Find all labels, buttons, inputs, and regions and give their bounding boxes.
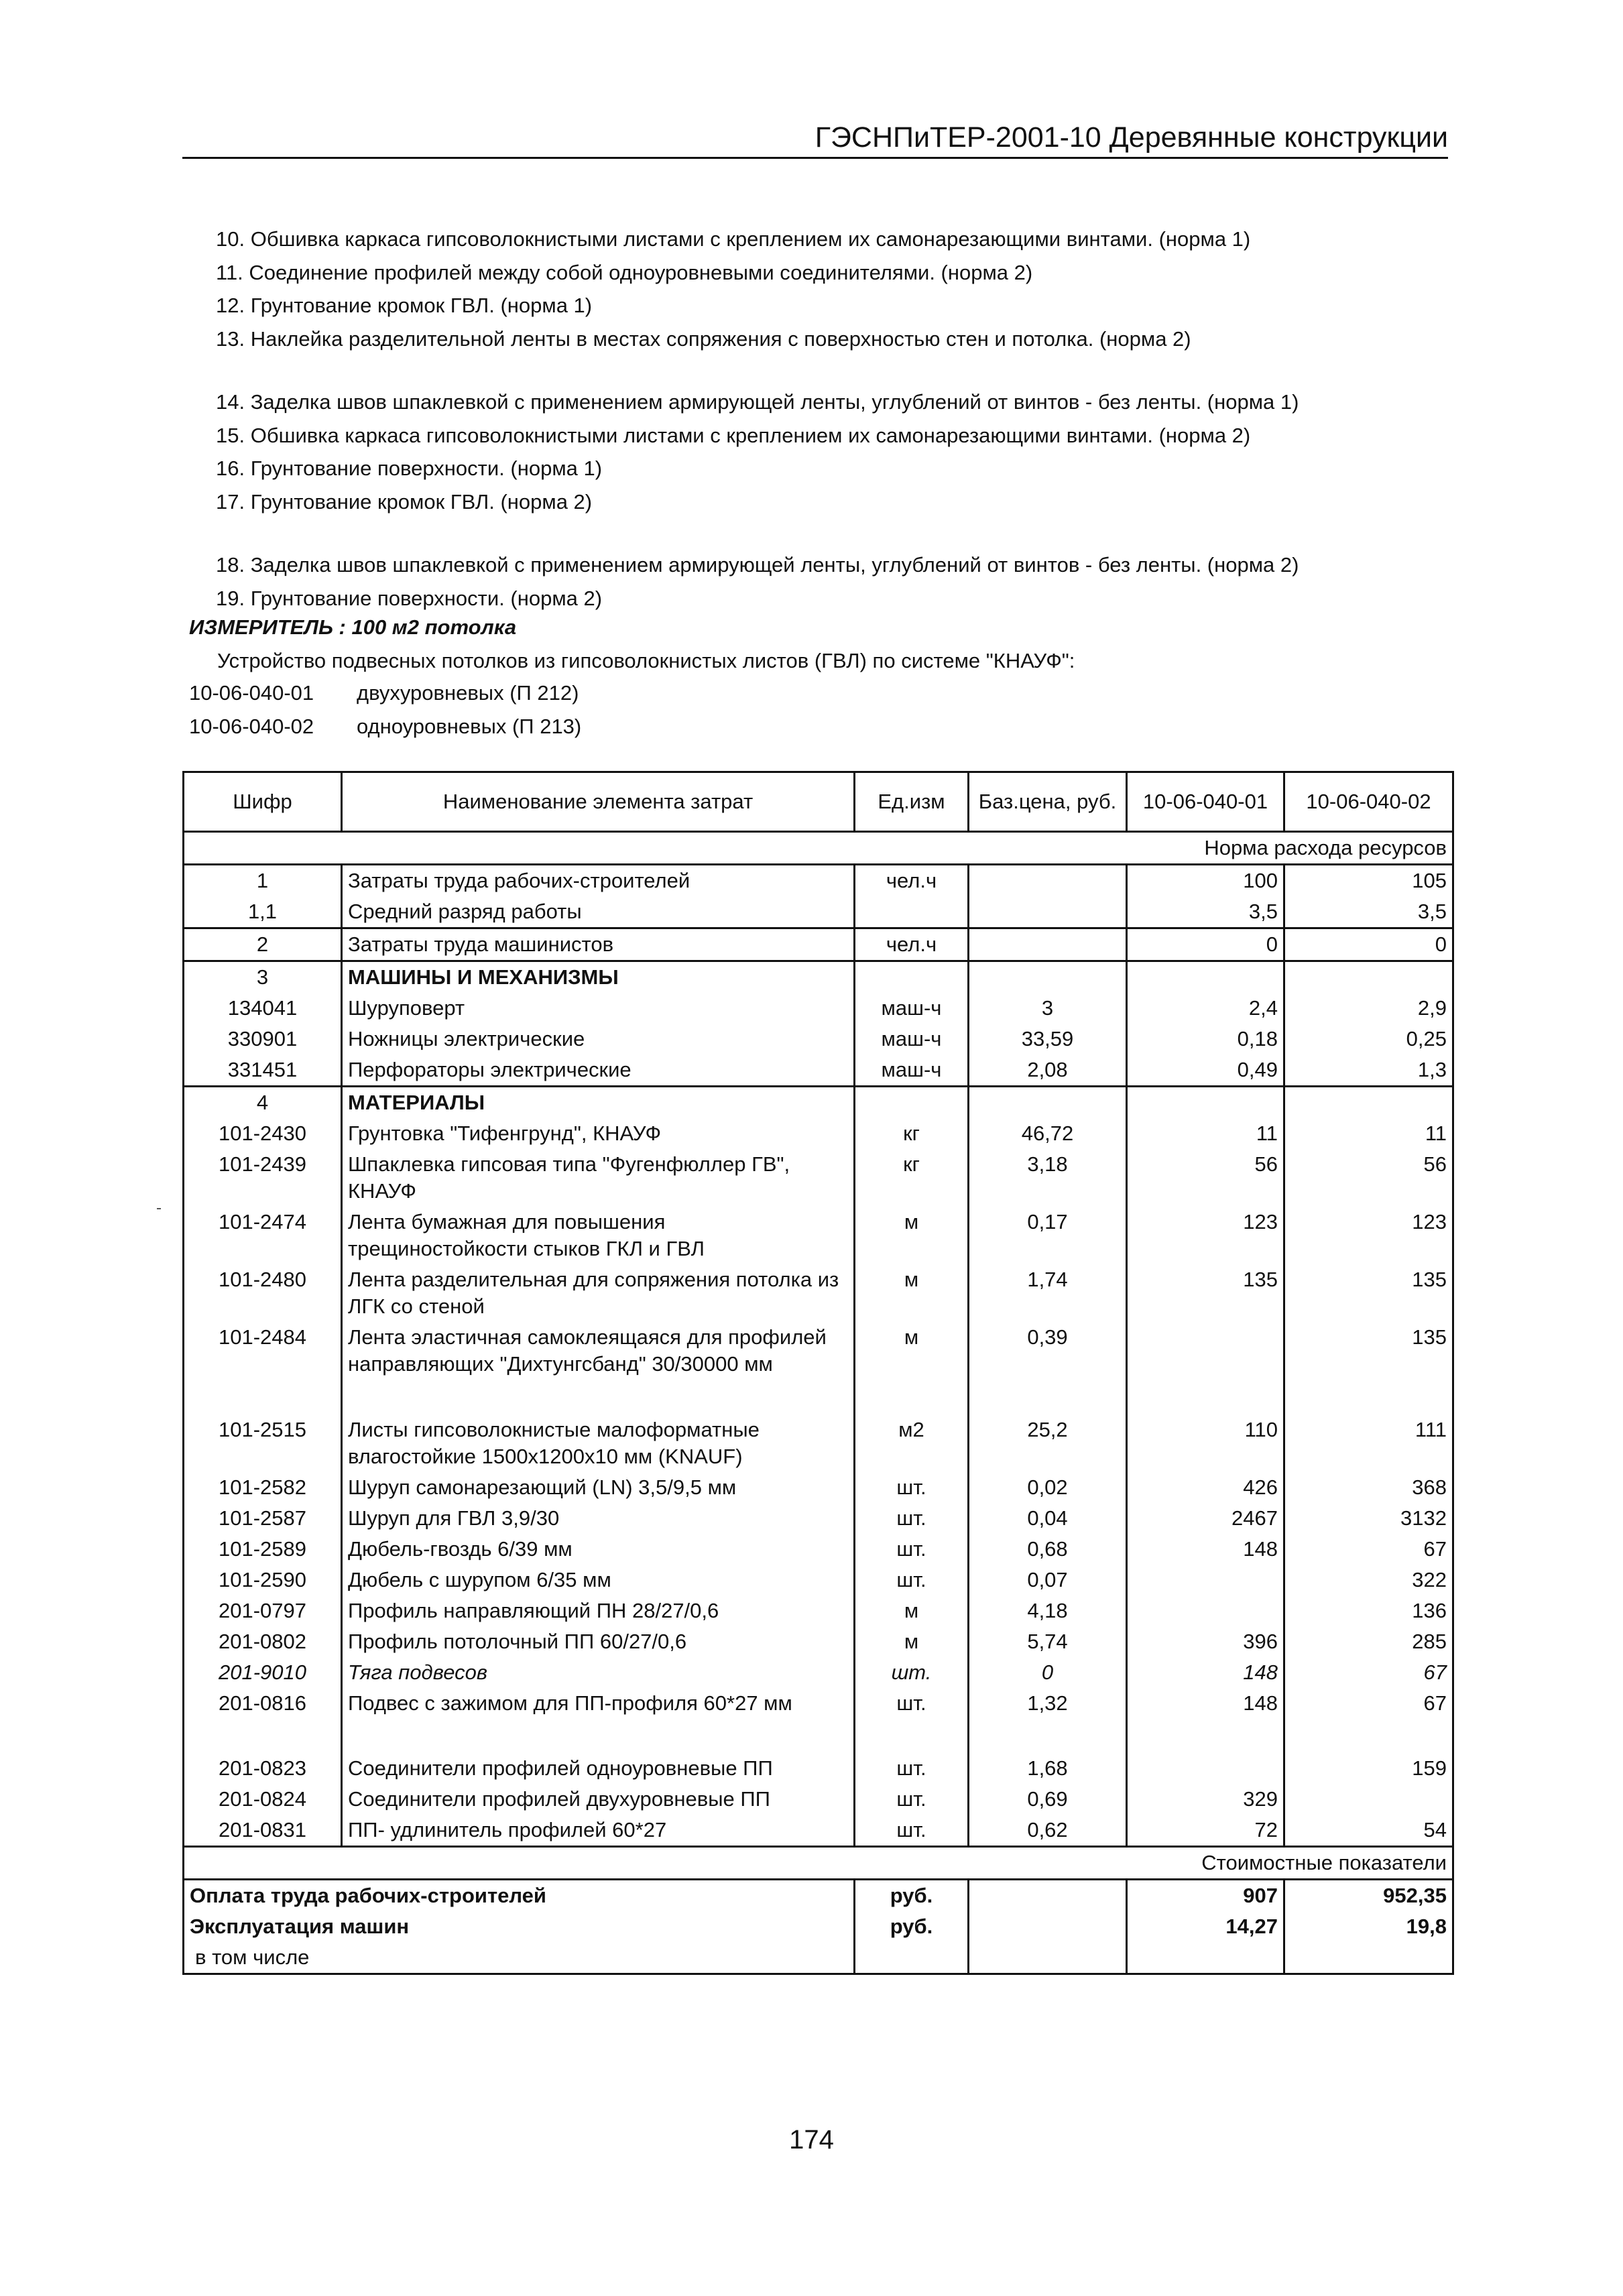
section-row xyxy=(184,1087,1453,1119)
cell-name: Лента эластичная самоклеящаяся для профилей направляющих "Дихтунгсбанд" 30/30000 мм xyxy=(342,1322,855,1414)
cell-price xyxy=(969,1911,1127,1942)
cell-unit: м2 xyxy=(855,1414,969,1472)
cell-code: 201-0797 xyxy=(184,1595,342,1626)
norm-label: Норма расхода ресурсов xyxy=(184,832,1453,865)
cell-name: Перфораторы электрические xyxy=(342,1054,855,1087)
cell-code: 101-2590 xyxy=(184,1565,342,1595)
cell-code: 101-2587 xyxy=(184,1503,342,1534)
cell-value-1: 56 xyxy=(1127,1149,1284,1207)
cell-code: 101-2480 xyxy=(184,1264,342,1322)
cell-unit: шт. xyxy=(855,1472,969,1503)
cell-price: 0,17 xyxy=(969,1207,1127,1264)
cell-value-1: 14,27 xyxy=(1127,1911,1284,1942)
work-step: 18. Заделка швов шпаклевкой с применением армирующей ленты, углублений от винтов - без ленты. (норма 2) xyxy=(216,553,1299,577)
cell-price xyxy=(969,928,1127,961)
cell-name: Дюбель с шурупом 6/35 мм xyxy=(342,1565,855,1595)
total-row xyxy=(184,1911,1453,1942)
cell-name: Грунтовка "Тифенгрунд", КНАУФ xyxy=(342,1118,855,1149)
table-row xyxy=(184,928,1453,961)
table-intro: Устройство подвесных потолков из гипсоволокнистых листов (ГВЛ) по системе "КНАУФ": xyxy=(217,649,1075,672)
cell-price: 46,72 xyxy=(969,1118,1127,1149)
running-header: ГЭСНПиТЕР-2001-10 Деревянные конструкции xyxy=(182,119,1448,159)
cell-price: 1,32 xyxy=(969,1688,1127,1753)
cell-value-2: 111 xyxy=(1284,1414,1453,1472)
cell-code: 201-9010 xyxy=(184,1657,342,1688)
cell-price: 25,2 xyxy=(969,1414,1127,1472)
cell-name: Затраты труда машинистов xyxy=(342,928,855,961)
cell-price: 2,08 xyxy=(969,1054,1127,1087)
work-step: 15. Обшивка каркаса гипсоволокнистыми листами с креплением их самонарезающими винтами. (норма 2) xyxy=(216,423,1251,447)
cell-value-2: 2,9 xyxy=(1284,993,1453,1024)
table-row xyxy=(184,1472,1453,1503)
cell-value-2: 3132 xyxy=(1284,1503,1453,1534)
cell-value-1: 135 xyxy=(1127,1264,1284,1322)
cost-label-row xyxy=(184,1847,1453,1880)
cell-name: Соединители профилей одноуровневые ПП xyxy=(342,1753,855,1784)
table-row xyxy=(184,1024,1453,1054)
cell-value-2: 368 xyxy=(1284,1472,1453,1503)
total-label: Оплата труда рабочих-строителей xyxy=(184,1880,855,1912)
work-step: 10. Обшивка каркаса гипсоволокнистыми листами с креплением их самонарезающими винтами. (норма 1) xyxy=(216,227,1251,251)
cell-value-2: 0,25 xyxy=(1284,1024,1453,1054)
table-row xyxy=(184,1503,1453,1534)
table-row xyxy=(184,1264,1453,1322)
cell-unit: шт. xyxy=(855,1657,969,1688)
cell-value-2: 54 xyxy=(1284,1815,1453,1847)
cell-value-2: 105 xyxy=(1284,865,1453,897)
cell-code: 330901 xyxy=(184,1024,342,1054)
cell-unit xyxy=(855,1942,969,1974)
resource-table xyxy=(182,771,1454,1975)
cell-value-2: 285 xyxy=(1284,1626,1453,1657)
cell-value-2 xyxy=(1284,1784,1453,1815)
work-step: 14. Заделка швов шпаклевкой с применением армирующей ленты, углублений от винтов - без ленты. (норма 1) xyxy=(216,390,1299,414)
cell-value-1: 110 xyxy=(1127,1414,1284,1472)
cell-name: Лента бумажная для повышения трещиностойкости стыков ГКЛ и ГВЛ xyxy=(342,1207,855,1264)
column-header: Баз.цена, руб. xyxy=(969,772,1127,832)
total-row xyxy=(184,1942,1453,1974)
cell-unit: маш-ч xyxy=(855,1054,969,1087)
cell-code: 134041 xyxy=(184,993,342,1024)
table-row xyxy=(184,1753,1453,1784)
column-header: Наименование элемента затрат xyxy=(342,772,855,832)
cell-price: 1,74 xyxy=(969,1264,1127,1322)
cell-unit xyxy=(855,1087,969,1119)
cell-value-2: 56 xyxy=(1284,1149,1453,1207)
cell-code: 3 xyxy=(184,961,342,993)
cell-price xyxy=(969,1880,1127,1912)
column-header: 10-06-040-01 xyxy=(1127,772,1284,832)
cell-name: Шуруп самонарезающий (LN) 3,5/9,5 мм xyxy=(342,1472,855,1503)
cell-unit: маш-ч xyxy=(855,1024,969,1054)
cell-code: 201-0831 xyxy=(184,1815,342,1847)
cell-value-1: 0,18 xyxy=(1127,1024,1284,1054)
cell-name: ПП- удлинитель профилей 60*27 xyxy=(342,1815,855,1847)
cell-price: 4,18 xyxy=(969,1595,1127,1626)
cell-value-2: 67 xyxy=(1284,1534,1453,1565)
cell-value-2: 3,5 xyxy=(1284,896,1453,928)
code-line xyxy=(189,677,579,709)
cell-unit: шт. xyxy=(855,1534,969,1565)
meter-unit: ИЗМЕРИТЕЛЬ : 100 м2 потолка xyxy=(189,615,517,639)
cell-unit: шт. xyxy=(855,1565,969,1595)
cell-price: 33,59 xyxy=(969,1024,1127,1054)
cell-value-1 xyxy=(1127,1322,1284,1414)
table-row xyxy=(184,1054,1453,1087)
cell-value-1: 2467 xyxy=(1127,1503,1284,1534)
cell-price: 0 xyxy=(969,1657,1127,1688)
table-row xyxy=(184,993,1453,1024)
cell-value-1: 2,4 xyxy=(1127,993,1284,1024)
cell-price: 1,68 xyxy=(969,1753,1127,1784)
cell-value-2: 952,35 xyxy=(1284,1880,1453,1912)
work-step: 11. Соединение профилей между собой одноуровневыми соединителями. (норма 2) xyxy=(216,260,1033,284)
cell-unit: руб. xyxy=(855,1911,969,1942)
cell-code: 331451 xyxy=(184,1054,342,1087)
cell-name: Шуруповерт xyxy=(342,993,855,1024)
cell-code: 201-0823 xyxy=(184,1753,342,1784)
cell-value-2: 322 xyxy=(1284,1565,1453,1595)
cell-value-2: 67 xyxy=(1284,1657,1453,1688)
table-row xyxy=(184,1688,1453,1753)
cell-price: 3,18 xyxy=(969,1149,1127,1207)
cell-code: 1,1 xyxy=(184,896,342,928)
cell-unit: чел.ч xyxy=(855,928,969,961)
cell-name: Средний разряд работы xyxy=(342,896,855,928)
work-step: 13. Наклейка разделительной ленты в местах сопряжения с поверхностью стен и потолка. (норма 2) xyxy=(216,326,1191,351)
cell-code: 201-0824 xyxy=(184,1784,342,1815)
cell-value-2: 136 xyxy=(1284,1595,1453,1626)
cell-code: 4 xyxy=(184,1087,342,1119)
cell-value-1: 100 xyxy=(1127,865,1284,897)
table-row xyxy=(184,1565,1453,1595)
column-header: 10-06-040-02 xyxy=(1284,772,1453,832)
cell-name: Шуруп для ГВЛ 3,9/30 xyxy=(342,1503,855,1534)
cell-unit: руб. xyxy=(855,1880,969,1912)
cell-unit: шт. xyxy=(855,1784,969,1815)
norm-desc: двухуровневых (П 212) xyxy=(357,681,579,705)
cell-value-2 xyxy=(1284,1087,1453,1119)
cell-value-1 xyxy=(1127,1595,1284,1626)
cell-value-2: 67 xyxy=(1284,1688,1453,1753)
cell-value-2 xyxy=(1284,1942,1453,1974)
cell-name: Шпаклевка гипсовая типа "Фугенфюллер ГВ", КНАУФ xyxy=(342,1149,855,1207)
cell-unit: шт. xyxy=(855,1688,969,1753)
cell-value-1: 329 xyxy=(1127,1784,1284,1815)
cell-value-2: 159 xyxy=(1284,1753,1453,1784)
cell-unit: шт. xyxy=(855,1815,969,1847)
norm-code: 10-06-040-01 xyxy=(189,681,314,705)
cell-value-1 xyxy=(1127,1942,1284,1974)
cell-value-2: 135 xyxy=(1284,1322,1453,1414)
cell-name: Листы гипсоволокнистые малоформатные влагостойкие 1500х1200х10 мм (KNAUF) xyxy=(342,1414,855,1472)
cell-price xyxy=(969,896,1127,928)
section-title: МАШИНЫ И МЕХАНИЗМЫ xyxy=(342,961,855,993)
cell-value-1: 0,49 xyxy=(1127,1054,1284,1087)
table-row xyxy=(184,1149,1453,1207)
cell-value-1: 426 xyxy=(1127,1472,1284,1503)
table-row xyxy=(184,1534,1453,1565)
column-header: Ед.изм xyxy=(855,772,969,832)
cell-value-1 xyxy=(1127,961,1284,993)
cell-name: Профиль направляющий ПН 28/27/0,6 xyxy=(342,1595,855,1626)
section-title: МАТЕРИАЛЫ xyxy=(342,1087,855,1119)
cell-code: 2 xyxy=(184,928,342,961)
table-row xyxy=(184,1815,1453,1847)
cell-price: 0,62 xyxy=(969,1815,1127,1847)
cell-price: 0,04 xyxy=(969,1503,1127,1534)
table-row xyxy=(184,1626,1453,1657)
cell-code: 101-2515 xyxy=(184,1414,342,1472)
cell-value-1 xyxy=(1127,1565,1284,1595)
cell-price: 0,02 xyxy=(969,1472,1127,1503)
cell-value-2: 135 xyxy=(1284,1264,1453,1322)
cell-price: 0,68 xyxy=(969,1534,1127,1565)
cell-name: Подвес с зажимом для ПП-профиля 60*27 мм xyxy=(342,1688,855,1753)
cell-code: 101-2589 xyxy=(184,1534,342,1565)
cell-price: 0,39 xyxy=(969,1322,1127,1414)
cell-value-1: 11 xyxy=(1127,1118,1284,1149)
work-step: 16. Грунтование поверхности. (норма 1) xyxy=(216,457,603,480)
norm-label-row xyxy=(184,832,1453,865)
cell-value-1: 148 xyxy=(1127,1688,1284,1753)
cell-price xyxy=(969,1942,1127,1974)
cell-code: 101-2430 xyxy=(184,1118,342,1149)
scan-speck xyxy=(157,1208,161,1209)
cell-unit: м xyxy=(855,1595,969,1626)
page-number: 174 xyxy=(789,2125,834,2155)
table-row xyxy=(184,1657,1453,1688)
cell-value-2: 19,8 xyxy=(1284,1911,1453,1942)
work-step: 17. Грунтование кромок ГВЛ. (норма 2) xyxy=(216,489,593,513)
cell-price xyxy=(969,1087,1127,1119)
cell-value-1: 148 xyxy=(1127,1534,1284,1565)
cell-name: Затраты труда рабочих-строителей xyxy=(342,865,855,897)
cell-value-2: 1,3 xyxy=(1284,1054,1453,1087)
cell-value-2: 11 xyxy=(1284,1118,1453,1149)
total-row xyxy=(184,1880,1453,1912)
cell-price xyxy=(969,865,1127,897)
cell-code: 201-0816 xyxy=(184,1688,342,1753)
cell-price: 0,69 xyxy=(969,1784,1127,1815)
cell-price: 5,74 xyxy=(969,1626,1127,1657)
cell-unit: кг xyxy=(855,1149,969,1207)
cell-code: 101-2474 xyxy=(184,1207,342,1264)
norm-code: 10-06-040-02 xyxy=(189,715,314,738)
cell-unit: кг xyxy=(855,1118,969,1149)
cell-unit: м xyxy=(855,1264,969,1322)
cell-unit: м xyxy=(855,1626,969,1657)
table-header-row xyxy=(184,772,1453,832)
cell-value-1 xyxy=(1127,1753,1284,1784)
cell-unit: шт. xyxy=(855,1753,969,1784)
cell-unit: м xyxy=(855,1207,969,1264)
table-row xyxy=(184,1414,1453,1472)
work-step: 19. Грунтование поверхности. (норма 2) xyxy=(216,586,603,610)
total-label: Эксплуатация машин xyxy=(184,1911,855,1942)
table-row xyxy=(184,865,1453,897)
table-row xyxy=(184,1118,1453,1149)
code-line xyxy=(189,711,581,743)
cell-unit xyxy=(855,896,969,928)
cell-unit: чел.ч xyxy=(855,865,969,897)
cell-name: Соединители профилей двухуровневые ПП xyxy=(342,1784,855,1815)
cell-value-1: 907 xyxy=(1127,1880,1284,1912)
cell-price: 3 xyxy=(969,993,1127,1024)
cell-unit: шт. xyxy=(855,1503,969,1534)
cost-label: Стоимостные показатели xyxy=(184,1847,1453,1880)
cell-price xyxy=(969,961,1127,993)
cell-code: 101-2582 xyxy=(184,1472,342,1503)
cell-value-2 xyxy=(1284,961,1453,993)
cell-value-2: 0 xyxy=(1284,928,1453,961)
cell-value-1 xyxy=(1127,1087,1284,1119)
cell-price: 0,07 xyxy=(969,1565,1127,1595)
cell-value-1: 396 xyxy=(1127,1626,1284,1657)
cell-code: 101-2439 xyxy=(184,1149,342,1207)
cell-code: 101-2484 xyxy=(184,1322,342,1414)
work-steps-list xyxy=(216,223,1423,615)
cell-name: Лента разделительная для сопряжения потолка из ЛГК со стеной xyxy=(342,1264,855,1322)
cell-name: Профиль потолочный ПП 60/27/0,6 xyxy=(342,1626,855,1657)
table-row xyxy=(184,896,1453,928)
cell-unit: маш-ч xyxy=(855,993,969,1024)
cell-code: 201-0802 xyxy=(184,1626,342,1657)
table-row xyxy=(184,1595,1453,1626)
cell-code: 1 xyxy=(184,865,342,897)
cell-value-2: 123 xyxy=(1284,1207,1453,1264)
cell-value-1: 0 xyxy=(1127,928,1284,961)
cell-name: Ножницы электрические xyxy=(342,1024,855,1054)
cell-unit xyxy=(855,961,969,993)
column-header: Шифр xyxy=(184,772,342,832)
cell-name: Дюбель-гвоздь 6/39 мм xyxy=(342,1534,855,1565)
cell-unit: м xyxy=(855,1322,969,1414)
total-label: в том числе xyxy=(184,1942,855,1974)
section-row xyxy=(184,961,1453,993)
work-step: 12. Грунтование кромок ГВЛ. (норма 1) xyxy=(216,294,593,317)
table-row xyxy=(184,1784,1453,1815)
cell-value-1: 72 xyxy=(1127,1815,1284,1847)
cell-value-1: 123 xyxy=(1127,1207,1284,1264)
norm-desc: одноуровневых (П 213) xyxy=(357,715,582,738)
table-row xyxy=(184,1322,1453,1414)
cell-name: Тяга подвесов xyxy=(342,1657,855,1688)
cell-value-1: 3,5 xyxy=(1127,896,1284,928)
cell-value-1: 148 xyxy=(1127,1657,1284,1688)
table-row xyxy=(184,1207,1453,1264)
